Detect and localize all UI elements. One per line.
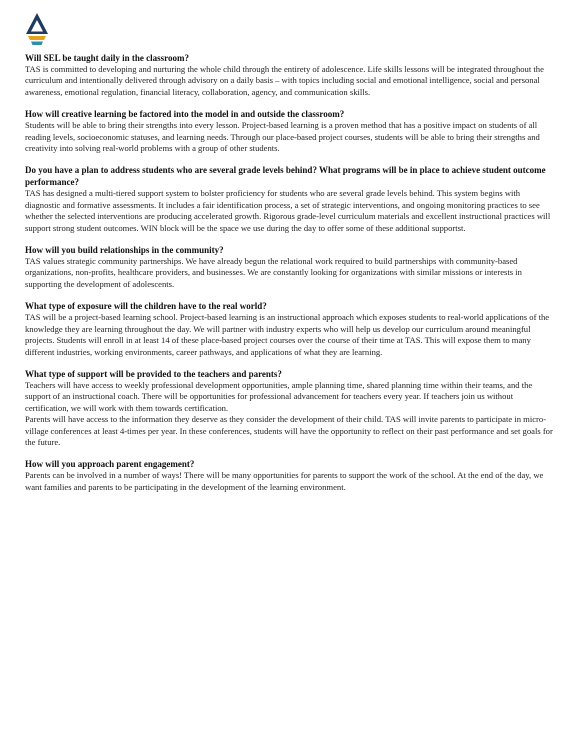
faq-answer: TAS will be a project-based learning school. Project-based learning is an instructional approach which exposes students to real-world applications of the knowledge they are learning throughout the day. We will partner with industry experts who will help us develop our curriculum around meaningful projects. Students will enroll in at least 14 of these place-based project courses over the course of their time at TAS. This will expose them to many different industries, working environments, career pathways, and applications of what they are learning. bbox=[25, 312, 550, 357]
faq-answer-teachers: Teachers will have access to weekly professional development opportunities, ample planning time, shared planning time within their teams, and the support of an instructional coach. There will be opportunities for professional advancement for teachers every year. If teachers join us without certification, we will work with them towards certification. bbox=[25, 379, 533, 413]
faq-answer: TAS is committed to developing and nurturing the whole child through the entirety of adolescence. Life skills lessons will be integrated throughout the curriculum and intentionally delivered through advisory on a daily basis – with topics including social and emotional intelligence, social and personal awareness, emotional regulation, financial literacy, collaboration, agency, and communication skills. bbox=[25, 64, 544, 97]
faq-question: What type of exposure will the children have to the real world? bbox=[25, 301, 267, 312]
logo-teal-band bbox=[31, 42, 43, 46]
faq-question: Do you have a plan to address students who are several grade levels behind? What programs will be in place to achieve student outcome performance? bbox=[25, 165, 546, 188]
faq-question: How will you build relationships in the community? bbox=[25, 245, 224, 256]
faq-content bbox=[25, 52, 553, 503]
faq-question: Will SEL be taught daily in the classroom? bbox=[25, 53, 189, 63]
faq-section-sel bbox=[25, 52, 553, 98]
faq-section-grade-levels bbox=[25, 164, 553, 234]
faq-section-real-world bbox=[25, 300, 553, 358]
faq-answer: Parents can be involved in a number of ways! There will be many opportunities for parents to support the work of the school. At the end of the day, we want families and parents to be participating in the development of the learning environment. bbox=[25, 470, 544, 492]
faq-answer: Students will be able to bring their strengths into every lesson. Project-based learning is a proven method that has a positive impact on students of all reading levels, socioeconomic statuses, and learning needs. Through our place-based project courses, students will be able to bring their strengths and creativity into solving real-world problems with a group of other students. bbox=[25, 120, 540, 154]
faq-section-community bbox=[25, 244, 553, 290]
faq-question: How will creative learning be factored into the model in and outside the classroom? bbox=[25, 109, 345, 120]
faq-section-creative-learning bbox=[25, 108, 553, 154]
faq-answer-parents: Parents will have access to the information they deserve as they consider the development of their child. TAS will invite parents to participate in micro-village conferences at least 4-times per year. In these conferences, students will have the opportunity to reflect on their past performance and set goals for the future. bbox=[25, 414, 553, 447]
faq-answer: TAS has designed a multi-tiered support system to bolster proficiency for students who are several grade levels behind. This system begins with diagnostic and formative assessments. It includes a fair identification process, a set of strategic interventions, and ongoing monitoring practices to see whether the selected interventions are producing accelerated growth. Rigorous grade-level curriculum materials and excellent instructional practices will support strong student outcomes. WIN block will be the space we use during the day to offer some of these additional supportst. bbox=[25, 188, 551, 233]
tas-logo-icon bbox=[25, 12, 49, 46]
faq-section-support bbox=[25, 368, 553, 448]
faq-answer: TAS values strategic community partnerships. We have already begun the relational work required to build partnerships with community-based organizations, non-profits, healthcare providers, and businesses. We are constantly looking for organizations with similar missions or interests in supporting the development of adolescents. bbox=[25, 256, 522, 289]
faq-section-parent-engagement bbox=[25, 458, 553, 493]
faq-question: How will you approach parent engagement? bbox=[25, 459, 195, 470]
faq-question: What type of support will be provided to the teachers and parents? bbox=[25, 368, 282, 379]
logo-gold-band bbox=[28, 36, 46, 40]
